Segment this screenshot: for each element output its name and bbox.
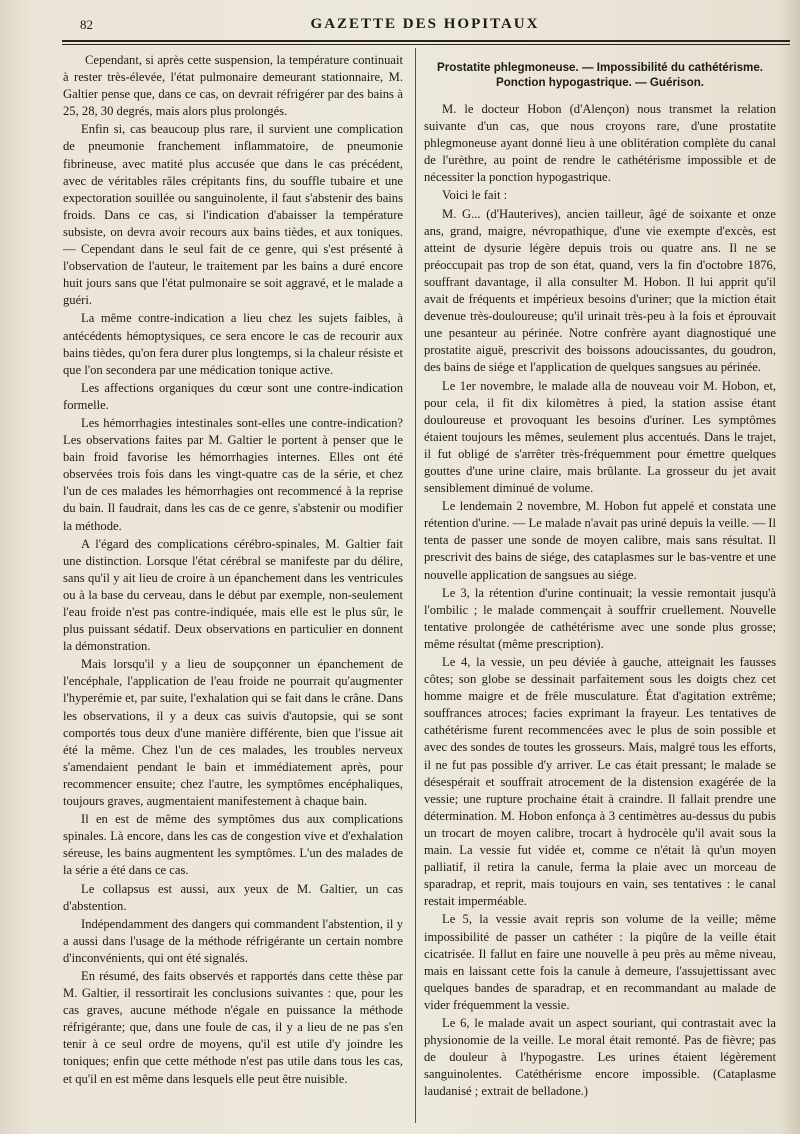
paragraph: Le 1er novembre, le malade alla de nouveau voir M. Hobon, et, pour cela, il fit dix kilomètres à pied, la station assise étant douloureuse et provoquant les besoins d'uriner. Les symptômes étaient toujours les mêmes, seulement plus accentués. Dans le trajet, il fut obligé de s'arrêter très-fréquemment pour émettre quelques gouttes d'une urine claire, mais brûlante. La grosseur du jet avait sensiblement diminué de volume. <box>424 378 776 496</box>
paragraph: Les hémorrhagies intestinales sont-elles une contre-indication? Les observations faites par M. Galtier le portent à penser que le bain froid favorise les hémorrhagies internes. Elles ont été observées trois fois dans les vingt-quatre cas de la série, et chez l'un de ces malades les hémorrhagies ont recommencé à la reprise du bain. Il faudrait, dans les cas de ce genre, s'abstenir ou modifier la méthode. <box>63 415 403 533</box>
header-rule-thin <box>62 44 790 45</box>
header-rule-thick <box>62 40 790 42</box>
paragraph: Les affections organiques du cœur sont une contre-indication formelle. <box>63 380 403 412</box>
paragraph: Indépendamment des dangers qui commandent l'abstention, il y a aussi dans l'usage de la méthode réfrigérante un certain nombre d'inconvénients, qui ont été signalés. <box>63 916 403 965</box>
page-number: 82 <box>80 17 93 32</box>
article-title-line: Prostatite phlegmoneuse. — Impossibilité du cathétérisme. <box>437 61 763 74</box>
paragraph: Le 6, le malade avait un aspect souriant, qui contrastait avec la physionomie de la veille. Le moral était remonté. Pas de fièvre; pas de douleur à l'hypogastre. Les urines étaient légèrement sanguinolentes. Catéthérisme encore impossible. (Cataplasme laudanisé ; extrait de belladone.) <box>424 1015 776 1099</box>
paragraph: M. le docteur Hobon (d'Alençon) nous transmet la relation suivante d'un cas, que nous croyons rare, d'une prostatite phlegmoneuse ayant donné lieu à une oblitération complète du canal de l'urèthre, au point de rendre le cathétérisme impossible et de nécessiter la ponction hypogastrique. <box>424 102 776 185</box>
paragraph: Voici le fait : <box>442 188 508 203</box>
paragraph: Mais lorsqu'il y a lieu de soupçonner un épanchement de l'encéphale, l'application de l'eau froide ne pourrait qu'augmenter l'hyperémie et, par suite, l'exhalation qui se fait dans le crâne. Dans les observations, il y a deux cas suivis d'autopsie, qui se sont comportés tous deux d'une manière différente, bien que l'issue ait été la même. Chez l'un de ces malades, les troubles nerveux s'amendaient pendant le bain et immédiatement après, pour recommencer ensuite; chez l'autre, les symptômes encéphaliques, toujours graves, augmentaient manifestement à chaque bain. <box>63 657 403 809</box>
paragraph: Le 3, la rétention d'urine continuait; la vessie remontait jusqu'à l'ombilic ; le malade commençait à souffrir cruellement. Nouvelle tentative prolongée de cathétérisme avec une sonde plus grosse; même résultat (même prescription). <box>424 585 776 651</box>
paragraph: Le 4, la vessie, un peu déviée à gauche, atteignait les fausses côtes; son globe se dessinait parfaitement sous les doigts chez cet homme maigre et de frêle musculature. État d'agitation extrême; souffrances atroces; facies exprimant la frayeur. Les tentatives de cathétérisme furent recommencées avec le plus de soin possible et avec des sondes de toutes les grosseurs. Mais, malgré tous les efforts, il ne fut pas possible d'y arriver. Le cas était pressant; le malade se désespérait et souffrait atrocement de la distension exagérée de la vessie; une rupture prochaine était à craindre. Il fallait prendre une détermination. M. Hobon enfonça à 3 centimètres au-dessus du pubis un trocart de moyen calibre, trocart à hydrocèle qu'il avait sous la main. La vessie fut vidée et, comme ce n'était là qu'un moyen palliatif, il retira la canule, ferma la plaie avec un morceau de sparadrap, et reprit, mais toujours en vain, ses tentatives : le canal restait imperméable. <box>424 655 776 909</box>
paragraph: Il en est de même des symptômes dus aux complications spinales. Là encore, dans les cas de congestion vive et d'exhalation séreuse, les bains augmentent les symptômes. L'un des malades de la série a été dans ce cas. <box>63 812 403 878</box>
paragraph: Enfin si, cas beaucoup plus rare, il survient une complication de pneumonie franchement inflammatoire, de pneumonie fibrineuse, avec matité plus accusée que dans le cas précédent, avec de véritables râles crépitants fins, du souffle tubaire et une expectoration souillée ou sanguinolente, il faut s'abstenir des bains froids. Dans ce cas, si l'indication d'abaisser la température subsiste, on devra avoir recours aux bains tièdes, et aux toniques. — Cependant dans le seul fait de ce genre, qui s'est présenté à l'observation de l'auteur, le traitement par les bains a duré encore huit jours sans que l'état pulmonaire se soit aggravé, et le malade a guéri. <box>63 122 403 308</box>
column-divider <box>415 48 416 1123</box>
paragraph: A l'égard des complications cérébro-spinales, M. Galtier fait une distinction. Lorsque l'état cérébral se manifeste par du délire, sans qu'il y ait lieu de croire à un épanchement dans les ventricules ou à la base du cerveau, dans le début par exemple, non-seulement l'eau froide n'est pas contre-indiquée, mais elle est le plus sûr, le plus puissant sédatif. Deux observations en particulier en donnent la démonstration. <box>63 536 403 654</box>
article-title-line: Ponction hypogastrique. — Guérison. <box>495 76 705 89</box>
paragraph: La même contre-indication a lieu chez les sujets faibles, à antécédents hémoptysiques, ce sera encore le cas de recourir aux bains tièdes, qu'on fera durer plus longtemps, si la chaleur résiste et que l'on secondera par une médication tonique active. <box>63 311 403 377</box>
journal-title: GAZETTE DES HOPITAUX <box>310 16 540 32</box>
left-column <box>63 52 403 1089</box>
paragraph: M. G... (d'Hauterives), ancien tailleur, âgé de soixante et onze ans, grand, maigre, névropathique, d'une vie exempte d'excès, est atteint de dysurie légère depuis trois ou quatre ans. Il ne se préoccupait pas trop de son état, quand, vers la fin d'octobre 1876, souffrant davantage, il alla consulter M. Hobon. Il lui apprit qu'il avait de fréquents et impérieux besoins d'uriner; que la miction était devenue très-douloureuse; qu'il urinait très-peu à la fois et éprouvait une pesanteur au périnée. Notre confrère ayant diagnostiqué une prostatite aiguë, prescrivit des boissons adoucissantes, du goudron, des bains de siége et l'application de quelques sangsues au périnée. <box>424 206 776 375</box>
page-header <box>60 14 790 40</box>
paragraph: En résumé, des faits observés et rapportés dans cette thèse par M. Galtier, il ressortirait les conclusions suivantes : que, pour les cas graves, aucune méthode n'égale en puissance la méthode réfrigérante; que, dans une foule de cas, il y a lieu de ne pas s'en tenir à ce seul ordre de moyens, qu'il est utile d'y joindre les toniques; enfin que cette méthode n'est pas utile dans tous les cas, et qu'il en est même dans lesquels elle peut être nuisible. <box>63 968 403 1086</box>
paragraph: Le collapsus est aussi, aux yeux de M. Galtier, un cas d'abstention. <box>63 881 403 913</box>
paragraph: Le lendemain 2 novembre, M. Hobon fut appelé et constata une rétention d'urine. — Le malade n'avait pas uriné depuis la veille. — Il tenta de passer une sonde de moyen calibre, mais sans résultat. Il prescrivit des bains de siége, des cataplasmes sur le bas-ventre et une nouvelle application de sangsues au siége. <box>424 499 776 582</box>
paragraph: Cependant, si après cette suspension, la température continuait à rester très-élevée, l'état pulmonaire demeurant stationnaire, M. Galtier pense que, dans ce cas, on devrait réfrigérer par des bains à 25, 28, 30 degrés, mais alors plus prolongés. <box>63 53 403 119</box>
right-column <box>424 52 776 1101</box>
article-title <box>424 60 776 90</box>
paragraph: Le 5, la vessie avait repris son volume de la veille; même impossibilité de passer un cathéter : la piqûre de la veille était cicatrisée. Il fallut en faire une nouvelle à peu près au même niveau, mais en laissant cette fois la canule à demeure, l'assujettissant avec quelques bandes de sparadrap, et en recommandant au malade de vider fréquemment la vessie. <box>424 912 776 1012</box>
